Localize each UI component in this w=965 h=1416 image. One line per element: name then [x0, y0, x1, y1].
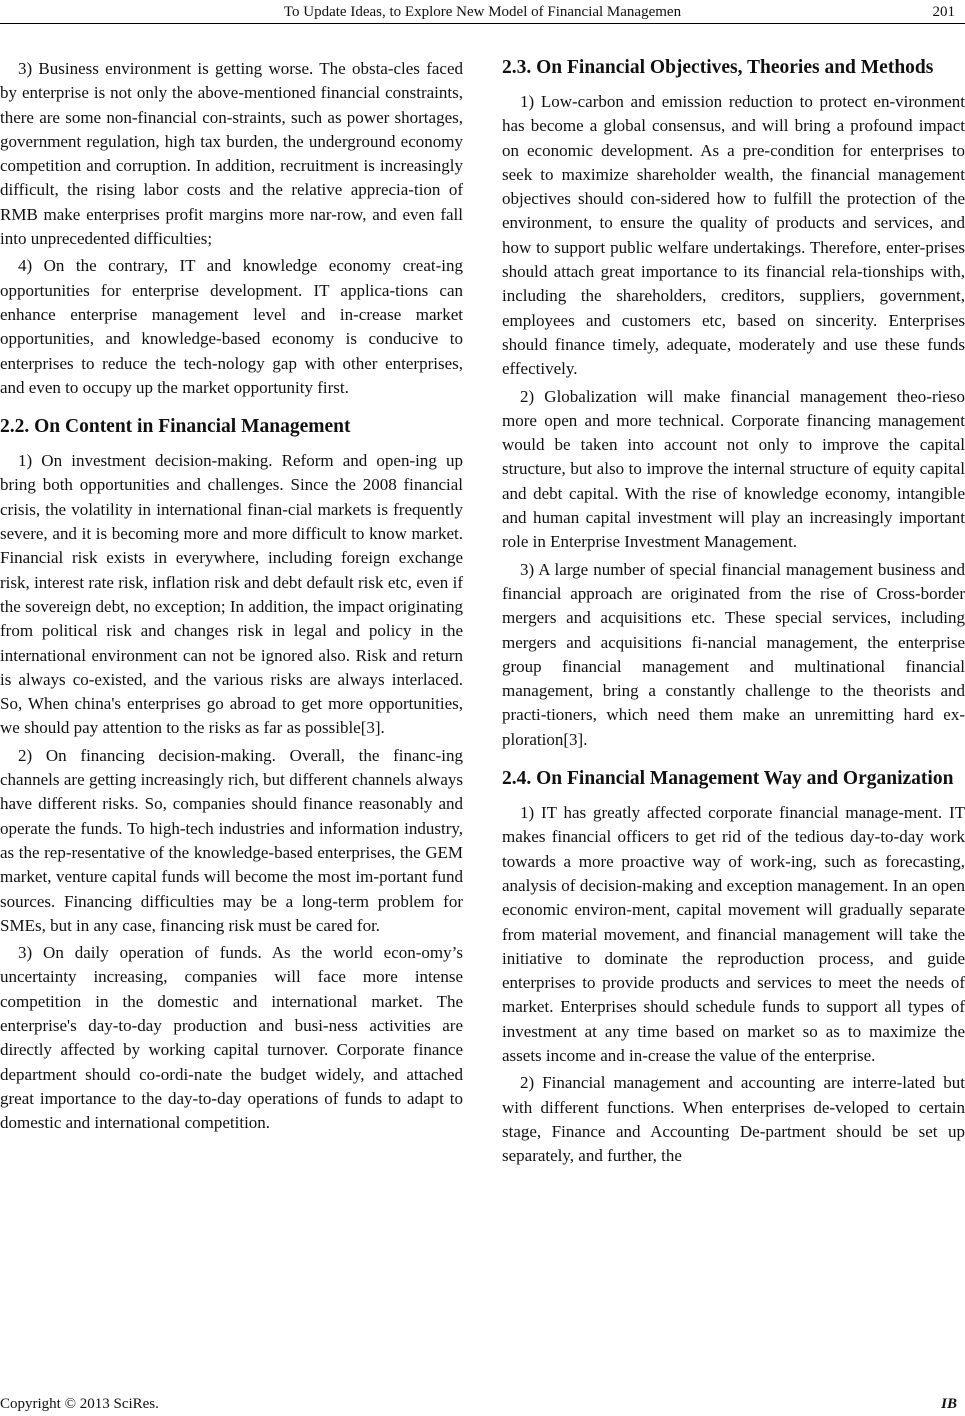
paragraph: 1) IT has greatly affected corporate financial manage-ment. IT makes financial officers to get rid of the tedious day-to-day work towards a more proactive way of work-ing, such as forecasting, analysis of decision-making and exception management. In an open economic environ-ment, capital movement will gradually separate from material movement, and financial management will take the initiative to dominate the reproduction process, and guide enterprises to provide products and services to meet the needs of market. Enterprises should schedule funds to support all types of investment at any time based on market so as to maximize the assets income and in-crease the value of the enterprise.	[502, 803, 965, 1065]
header-rule	[0, 23, 965, 24]
page-header	[0, 2, 965, 22]
right-column	[502, 55, 965, 1171]
copyright-notice: Copyright © 2013 SciRes.	[0, 1396, 159, 1412]
page-number: 201	[932, 4, 955, 20]
paragraph: 2) On financing decision-making. Overall, the financ-ing channels are getting increasingly rich, but different channels always have different risks. So, companies should finance reasonably and operate the funds. To high-tech industries and information industry, as the rep-resentative of the knowledge-based enterprises, the GEM market, venture capital funds will become the most im-portant fund sources. Financing difficulties may be a long-term problem for SMEs, but in any case, financing risk must be cared for.	[0, 745, 463, 935]
paragraph: 3) A large number of special financial management business and financial approach are originated from the rise of Cross-border mergers and acquisitions etc. These special services, including mergers and acquisitions fi-nancial management, the enterprise group financial management and multinational financial management, bring a constantly challenge to the theorists and practi-tioners, which need them make an unremitting hard ex-ploration[3].	[502, 559, 965, 749]
left-column	[0, 57, 463, 1138]
running-title: To Update Ideas, to Explore New Model of Financial Managemen	[283, 4, 682, 20]
paragraph: 3) Business environment is getting worse. The obsta-cles faced by enterprise is not only the above-mentioned financial constraints, there are some non-financial con-straints, such as power shortages, government regulation, high tax burden, the underground economy competition and corruption. In addition, recruitment is increasingly difficult, the rising labor costs and the relative apprecia-tion of RMB make enterprises profit margins more nar-row, and even fall into unprecedented difficulties;	[0, 59, 463, 249]
section-heading: 2.4. On Financial Management Way and Organization	[502, 768, 954, 790]
paragraph: 4) On the contrary, IT and knowledge economy creat-ing opportunities for enterprise development. IT applica-tions can enhance enterprise management level and in-crease market opportunities, and knowledge-based economy is conducive to enterprises to reduce the tech-nology gap with other enterprises, and even to occupy up the market opportunity first.	[0, 256, 463, 397]
paragraph: 1) Low-carbon and emission reduction to protect en-vironment has become a global consensus, and will bring a profound impact on economic development. As a pre-condition for enterprises to seek to maximize shareholder wealth, the financial management objectives should con-sidered how to fulfill the protection of the environment, to ensure the quality of products and services, and how to support public welfare undertakings. Therefore, enter-prises should attach great importance to its financial rela-tionships with, including the shareholders, creditors, suppliers, government, employees and customers etc, based on sincerity. Enterprises should finance timely, adequate, moderately and use these funds effectively.	[502, 92, 965, 379]
paragraph: 2) Financial management and accounting are interre-lated but with different functions. When enterprises de-veloped to certain stage, Finance and Accounting De-partment should be set up separately, and further, the	[502, 1073, 965, 1166]
section-heading: 2.3. On Financial Objectives, Theories and Methods	[502, 57, 934, 78]
section-heading: 2.2. On Content in Financial Management	[0, 416, 351, 438]
paragraph: 1) On investment decision-making. Reform and open-ing up bring both opportunities and challenges. Since the 2008 financial crisis, the volatility in international finan-cial markets is frequently severe, and it is becoming more and more difficult to know market. Financial risk exists in everywhere, including foreign exchange risk, interest rate risk, inflation risk and debt default risk etc, even if the sovereign debt, no exception; In addition, the impact originating from political risk and changes risk in legal and policy in the international environment can not be ignored also. Risk and return is always co-existed, and the various risks are always interlaced. So, When china's enterprises go abroad to get more opportunities, we should pay attention to the risks as far as possible[3].	[0, 451, 463, 738]
page-footer	[0, 1396, 965, 1416]
paragraph: 3) On daily operation of funds. As the world econ-omy’s uncertainty increasing, companies will face more intense competition in the domestic and international market. The enterprise's day-to-day production and busi-ness activities are directly affected by working capital turnover. Corporate finance department should co-ordi-nate the budget widely, and attached great importance to the day-to-day operations of funds to adapt to domestic and international competition.	[0, 943, 463, 1133]
journal-abbreviation: IB	[941, 1396, 957, 1412]
paragraph: 2) Globalization will make financial management theo-rieso more open and more technical. Corporate financing management would be taken into account not only to improve the capital structure, but also to improve the internal structure of equity capital and debt capital. With the rise of knowledge economy, intangible and human capital investment will play an increasingly important role in Enterprise Investment Management.	[502, 386, 965, 552]
